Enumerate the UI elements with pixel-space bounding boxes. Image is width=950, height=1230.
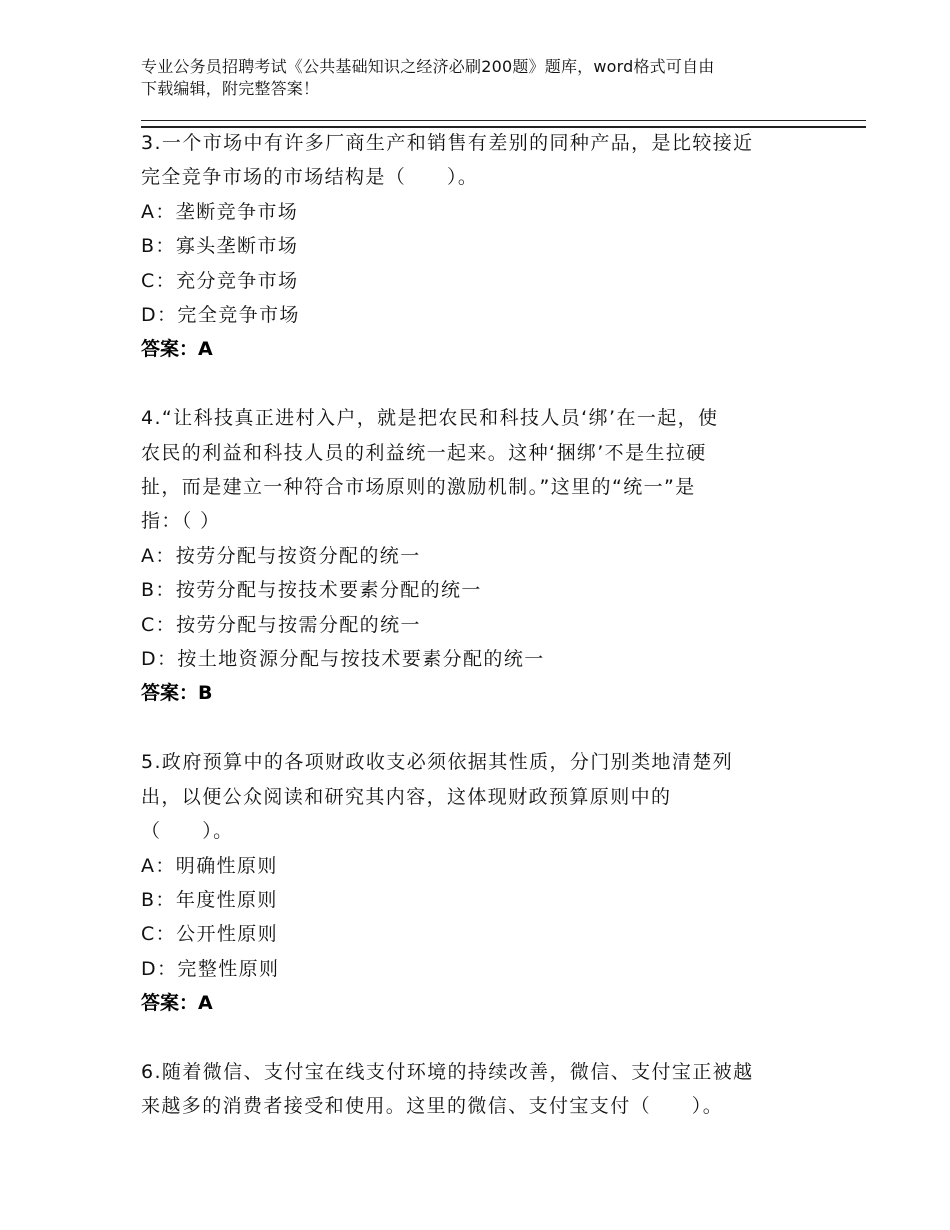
question-text-line: 3.一个市场中有许多厂商生产和销售有差别的同种产品，是比较接近 — [141, 132, 754, 154]
question-3 — [141, 126, 801, 367]
spacer — [141, 367, 801, 401]
header-line-2: 下载编辑，附完整答案！ — [141, 79, 320, 98]
option-b: B：年度性原则 — [141, 888, 278, 911]
question-text-line: （ ）。 — [141, 820, 234, 843]
option-d: D：完全竞争市场 — [141, 304, 300, 327]
question-4 — [141, 401, 801, 711]
question-text-line: 出，以便公众阅读和研究其内容，这体现财政预算原则中的 — [141, 785, 672, 808]
question-text-line: 4.“让科技真正进村入户，就是把农民和科技人员‘绑’在一起，使 — [141, 407, 719, 430]
answer: 答案：B — [141, 682, 213, 705]
question-text-line: 5.政府预算中的各项财政收支必须依据其性质，分门别类地清楚列 — [141, 751, 734, 774]
option-a: A：垄断竞争市场 — [141, 200, 299, 223]
header-line-1: 专业公务员招聘考试《公共基础知识之经济必刷200题》题库，word格式可自由 — [141, 57, 715, 76]
option-d: D：按土地资源分配与按技术要素分配的统一 — [141, 648, 545, 671]
answer: 答案：A — [141, 992, 213, 1015]
question-text-line: 农民的利益和科技人员的利益统一起来。这种‘捆绑’不是生拉硬 — [141, 441, 707, 464]
spacer — [141, 711, 801, 745]
option-a: A：明确性原则 — [141, 854, 278, 877]
document-header — [141, 56, 821, 100]
question-6 — [141, 1055, 801, 1124]
option-a: A：按劳分配与按资分配的统一 — [141, 544, 421, 567]
option-c: C：按劳分配与按需分配的统一 — [141, 613, 421, 636]
question-list — [141, 126, 801, 1124]
option-b: B：寡头垄断市场 — [141, 235, 299, 258]
question-text-line: 扯，而是建立一种符合市场原则的激励机制。”这里的“统一”是 — [141, 476, 696, 499]
option-c: C：充分竞争市场 — [141, 269, 299, 292]
option-d: D：完整性原则 — [141, 957, 280, 980]
question-5 — [141, 745, 801, 1020]
answer: 答案：A — [141, 338, 213, 361]
spacer — [141, 1021, 801, 1055]
option-c: C：公开性原则 — [141, 923, 279, 946]
question-text-line: 指：（ ） — [141, 510, 221, 533]
question-text-line: 来越多的消费者接受和使用。这里的微信、支付宝支付（ ）。 — [141, 1095, 724, 1118]
option-b: B：按劳分配与按技术要素分配的统一 — [141, 579, 482, 602]
question-text-line: 完全竞争市场的市场结构是（ ）。 — [141, 166, 479, 189]
question-text-line: 6.随着微信、支付宝在线支付环境的持续改善，微信、支付宝正被越 — [141, 1060, 754, 1083]
